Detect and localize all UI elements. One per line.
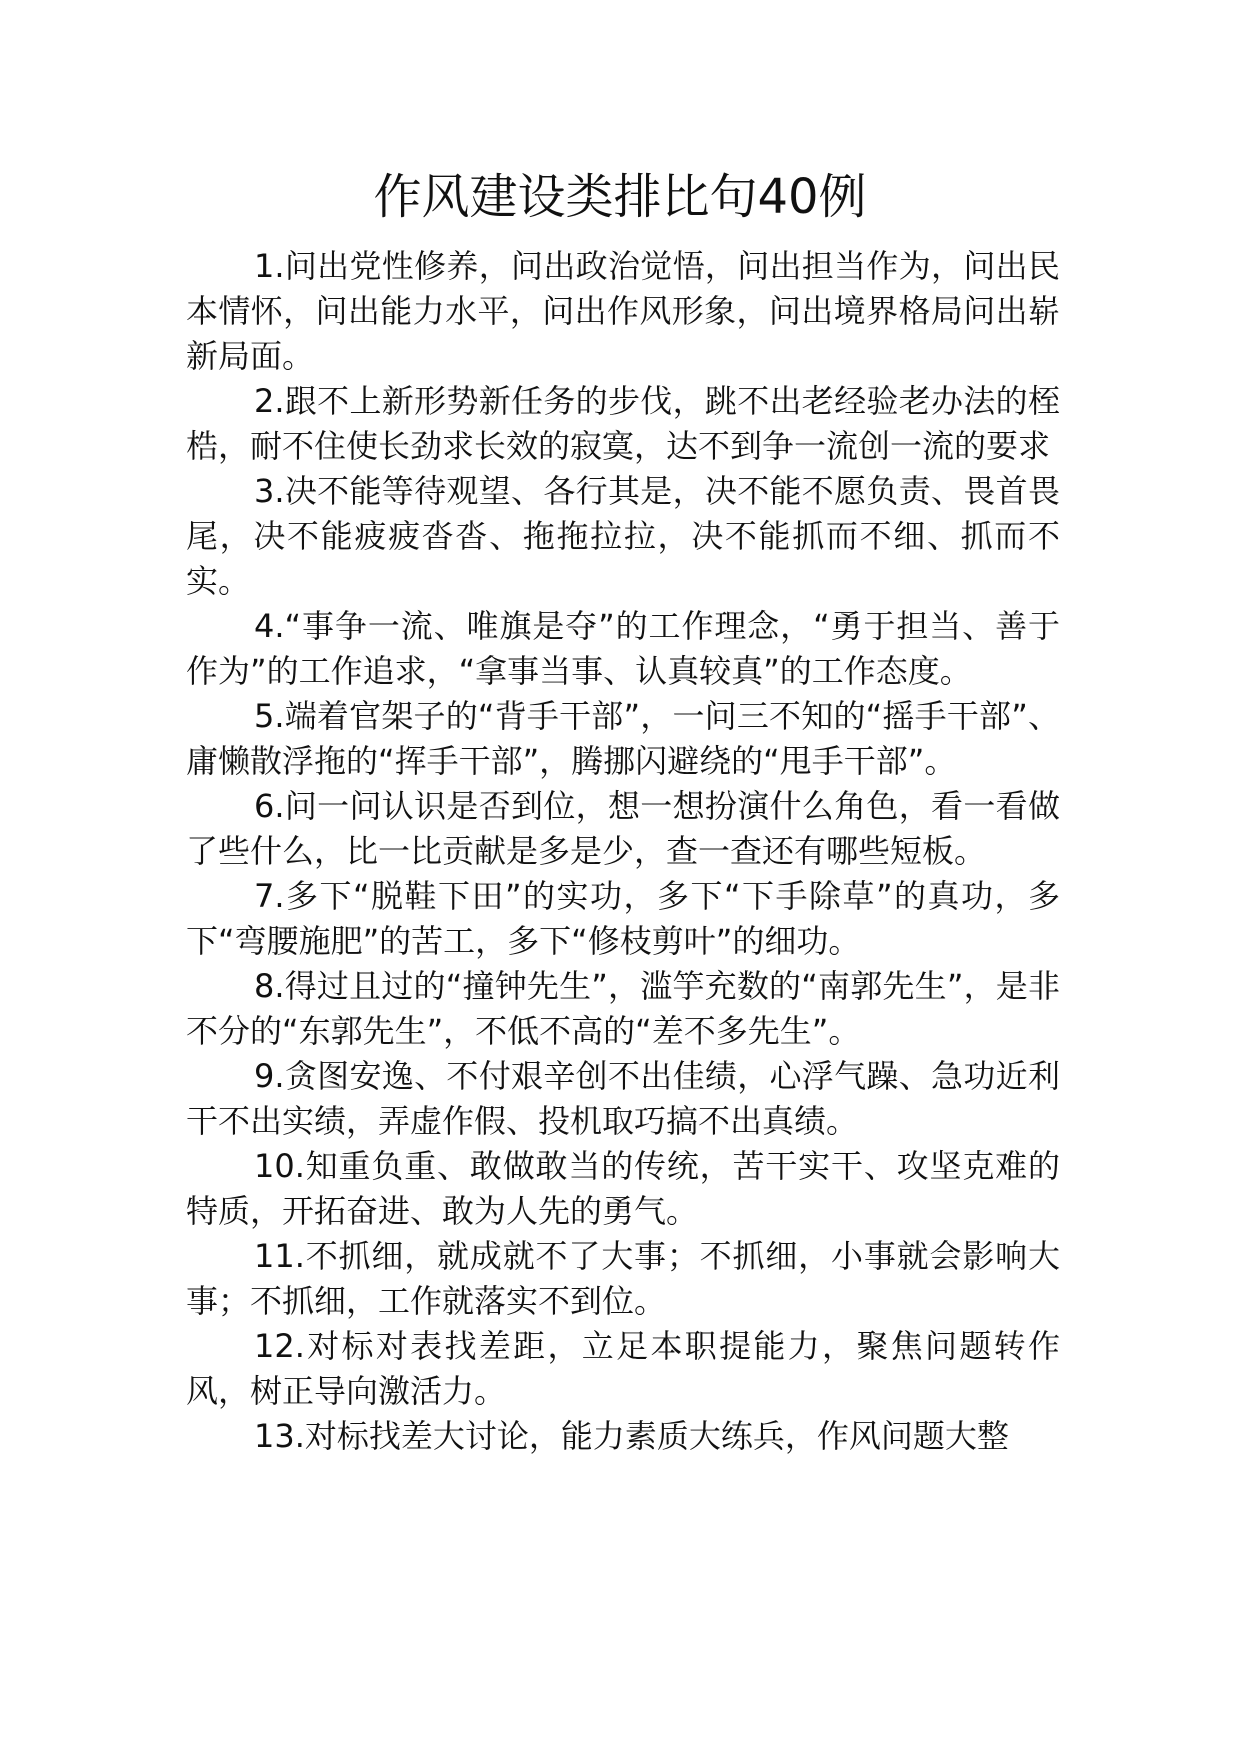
list-item: 10.知重负重、敢做敢当的传统，苦干实干、攻坚克难的特质，开拓奋进、敢为人先的勇气。 — [186, 1147, 1060, 1230]
list-item: 7.多下“脱鞋下田”的实功，多下“下手除草”的真功，多下“弯腰施肥”的苦工，多下“修枝剪叶”的细功。 — [186, 877, 1060, 960]
list-item: 11.不抓细，就成就不了大事；不抓细，小事就会影响大事；不抓细，工作就落实不到位。 — [186, 1237, 1060, 1320]
list-item: 12.对标对表找差距，立足本职提能力，聚焦问题转作风，树正导向激活力。 — [186, 1327, 1060, 1410]
document-body — [186, 244, 1060, 1459]
list-item: 2.跟不上新形势新任务的步伐，跳不出老经验老办法的桎梏，耐不住使长劲求长效的寂寞，达不到争一流创一流的要求 — [186, 382, 1060, 465]
list-item: 13.对标找差大讨论，能力素质大练兵，作风问题大整 — [254, 1417, 1009, 1455]
list-item: 5.端着官架子的“背手干部”，一问三不知的“摇手干部”、庸懒散浮拖的“挥手干部”，腾挪闪避绕的“甩手干部”。 — [186, 697, 1060, 780]
list-item: 3.决不能等待观望、各行其是，决不能不愿负责、畏首畏尾，决不能疲疲沓沓、拖拖拉拉，决不能抓而不细、抓而不实。 — [186, 472, 1060, 600]
list-item: 8.得过且过的“撞钟先生”，滥竽充数的“南郭先生”，是非不分的“东郭先生”，不低不高的“差不多先生”。 — [186, 967, 1060, 1050]
document-title: 作风建设类排比句40例 — [373, 169, 867, 225]
list-item: 4.“事争一流、唯旗是夺”的工作理念，“勇于担当、善于作为”的工作追求，“拿事当事、认真较真”的工作态度。 — [186, 607, 1060, 690]
list-item: 6.问一问认识是否到位，想一想扮演什么角色，看一看做了些什么，比一比贡献是多是少，查一查还有哪些短板。 — [186, 787, 1060, 870]
list-item: 1.问出党性修养，问出政治觉悟，问出担当作为，问出民本情怀，问出能力水平，问出作风形象，问出境界格局问出崭新局面。 — [186, 247, 1060, 375]
list-item: 9.贪图安逸、不付艰辛创不出佳绩，心浮气躁、急功近利干不出实绩，弄虚作假、投机取巧搞不出真绩。 — [186, 1057, 1060, 1140]
